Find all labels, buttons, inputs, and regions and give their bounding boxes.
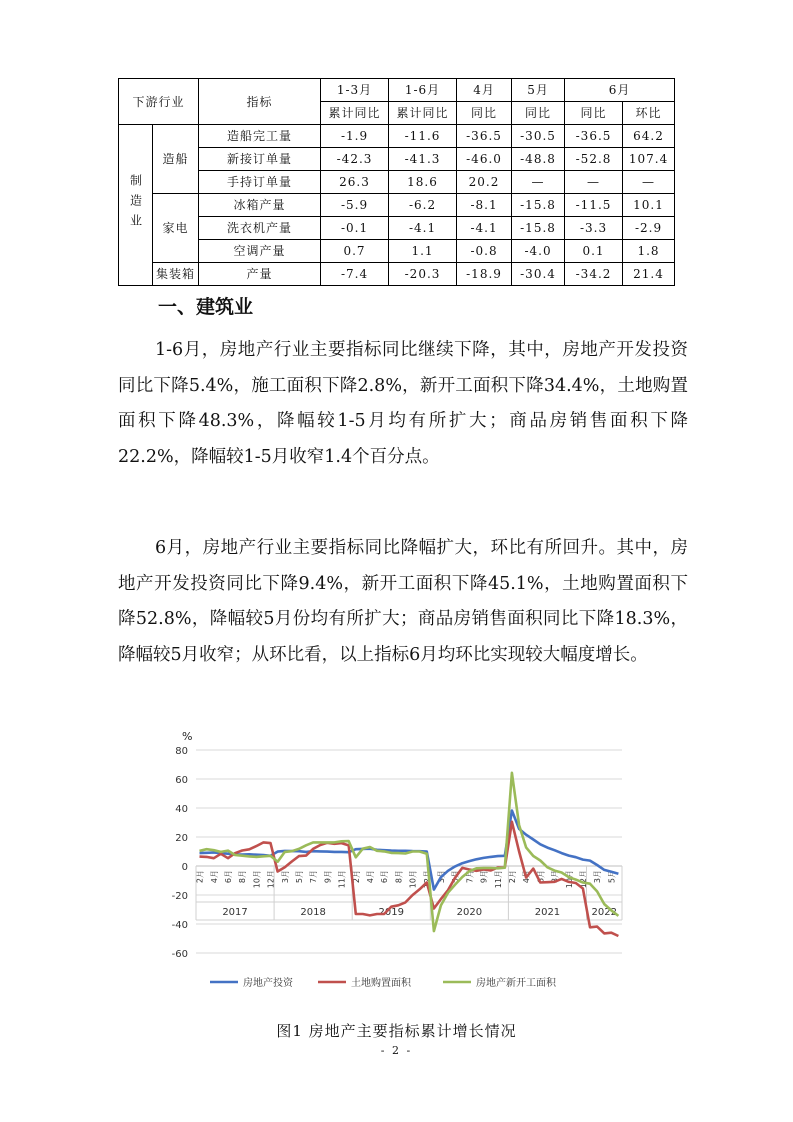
table-cell: -4.1 [389,217,457,240]
table-cell: -41.3 [389,148,457,171]
year-label: 2018 [300,907,326,918]
table-cell: -48.8 [512,148,565,171]
y-tick-label: 80 [175,746,188,757]
table-cell: -30.4 [512,263,565,286]
section-title: 一、建筑业 [158,296,254,318]
table-cell: — [512,171,565,194]
header-period: 5月 [512,79,565,102]
header-subhead: 环比 [623,102,675,125]
table-cell: -34.2 [565,263,623,286]
x-tick-label: 10月 [252,870,262,889]
x-tick-label: 12月 [266,870,276,889]
x-tick-label: 5月 [294,870,304,884]
x-tick-label: 5月 [451,870,461,884]
table-cell: 0.1 [565,240,623,263]
industry-data-table [118,78,675,286]
table-cell: -18.9 [457,263,512,286]
x-tick-label: 11月 [493,870,503,889]
x-tick-label: 6月 [380,870,390,884]
x-tick-label: 5月 [607,870,617,884]
table-cell: 0.7 [321,240,389,263]
row-label: 手持订单量 [199,171,321,194]
table-cell: 1.1 [389,240,457,263]
x-tick-label: 8月 [238,870,248,884]
table-cell: -42.3 [321,148,389,171]
x-tick-label: 2月 [507,870,517,884]
table-cell: -8.1 [457,194,512,217]
table-cell: 10.1 [623,194,675,217]
table-cell: -46.0 [457,148,512,171]
table-cell: — [623,171,675,194]
header-period: 6月 [565,79,675,102]
page-number: - 2 - [380,1044,413,1057]
y-tick-label: -60 [171,949,188,960]
header-subhead: 同比 [512,102,565,125]
table-cell: -4.1 [457,217,512,240]
table-cell: -20.3 [389,263,457,286]
sector-label: 制造业 [128,173,143,234]
x-tick-label: 10月 [408,870,418,889]
row-label: 冰箱产量 [199,194,321,217]
table-cell: -36.5 [457,125,512,148]
group-container: 集装箱 [153,263,199,286]
y-tick-label: 60 [175,775,188,786]
year-label: 2019 [378,907,404,918]
x-tick-label: 8月 [394,870,404,884]
table-cell: -0.1 [321,217,389,240]
y-tick-label: 20 [175,833,188,844]
table-cell: -36.5 [565,125,623,148]
x-tick-label: 7月 [465,870,475,884]
row-label: 空调产量 [199,240,321,263]
x-tick-label: 7月 [309,870,319,884]
table-cell: -2.9 [623,217,675,240]
x-tick-label: 9月 [479,870,489,884]
figure-caption: 图1 房地产主要指标累计增长情况 [276,1022,517,1040]
sector-cell [119,125,153,286]
header-industry: 下游行业 [119,79,199,125]
table-cell: -7.4 [321,263,389,286]
header-period: 1-6月 [389,79,457,102]
x-tick-label: 9月 [323,870,333,884]
header-period: 1-3月 [321,79,389,102]
row-label: 造船完工量 [199,125,321,148]
paragraph-1: 1-6月，房地产行业主要指标同比继续下降，其中，房地产开发投资同比下降5.4%，施工面积下降2.8%，新开工面积下降34.4%，土地购置面积下降48.3%，降幅较1-5月均有所扩大；商品房销售面积下降22.2%，降幅较1-5月收窄1.4个百分点。 [118,340,688,467]
x-tick-label: 6月 [223,870,233,884]
table-cell: 64.2 [623,125,675,148]
table-cell: 18.6 [389,171,457,194]
x-tick-label: 2月 [351,870,361,884]
x-tick-label: 11月 [337,870,347,889]
group-appliance: 家电 [153,194,199,263]
year-label: 2022 [591,907,617,918]
year-label: 2021 [534,907,561,918]
header-subhead: 同比 [565,102,623,125]
legend-label: 房地产投资 [243,978,293,989]
x-tick-label: 4月 [209,870,219,884]
row-label: 产量 [199,263,321,286]
group-ship: 造船 [153,125,199,194]
table-cell: 26.3 [321,171,389,194]
x-tick-label: 12月 [422,870,432,889]
table-cell: 20.2 [457,171,512,194]
y-tick-label: -40 [171,920,188,931]
table-cell: -11.6 [389,125,457,148]
table-cell: 107.4 [623,148,675,171]
header-period: 4月 [457,79,512,102]
header-subhead: 累计同比 [389,102,457,125]
header-indicator: 指标 [199,79,321,125]
table-cell: -1.9 [321,125,389,148]
x-tick-label: 3月 [436,870,446,884]
table-cell: -15.8 [512,194,565,217]
x-tick-label: 6月 [536,870,546,884]
x-tick-label: 12月 [578,870,588,889]
x-tick-label: 4月 [365,870,375,884]
y-tick-label: 40 [175,804,188,815]
table-cell: — [565,171,623,194]
table-cell: -52.8 [565,148,623,171]
table-cell: -4.0 [512,240,565,263]
real-estate-line-chart [158,728,638,1008]
x-tick-label: 4月 [522,870,532,884]
x-tick-label: 2月 [195,870,205,884]
table-cell: -15.8 [512,217,565,240]
table-cell: -0.8 [457,240,512,263]
legend-label: 房地产新开工面积 [476,978,556,989]
legend-label: 土地购置面积 [351,978,411,989]
table-cell: -30.5 [512,125,565,148]
header-subhead: 同比 [457,102,512,125]
paragraph-2: 6月，房地产行业主要指标同比降幅扩大，环比有所回升。其中，房地产开发投资同比下降9.4%，新开工面积下降45.1%，土地购置面积下降52.8%，降幅较5月份均有所扩大；商品房销售面积同比下降18.3%，降幅较5月收窄；从环比看，以上指标6月均环比实现较大幅度增长。 [118,538,688,665]
x-tick-label: 3月 [280,870,290,884]
row-label: 新接订单量 [199,148,321,171]
x-tick-label: 10月 [564,870,574,889]
table-cell: -5.9 [321,194,389,217]
year-label: 2020 [456,907,483,918]
table-cell: -6.2 [389,194,457,217]
y-tick-label: -20 [171,891,188,902]
x-tick-label: 3月 [593,870,603,884]
table-cell: -3.3 [565,217,623,240]
table-cell: 1.8 [623,240,675,263]
table-cell: -11.5 [565,194,623,217]
table-cell: 21.4 [623,263,675,286]
y-axis-unit-label: % [182,730,193,743]
row-label: 洗衣机产量 [199,217,321,240]
year-label: 2017 [222,907,248,918]
y-tick-label: 0 [181,862,188,873]
x-tick-label: 8月 [550,870,560,884]
header-subhead: 累计同比 [321,102,389,125]
